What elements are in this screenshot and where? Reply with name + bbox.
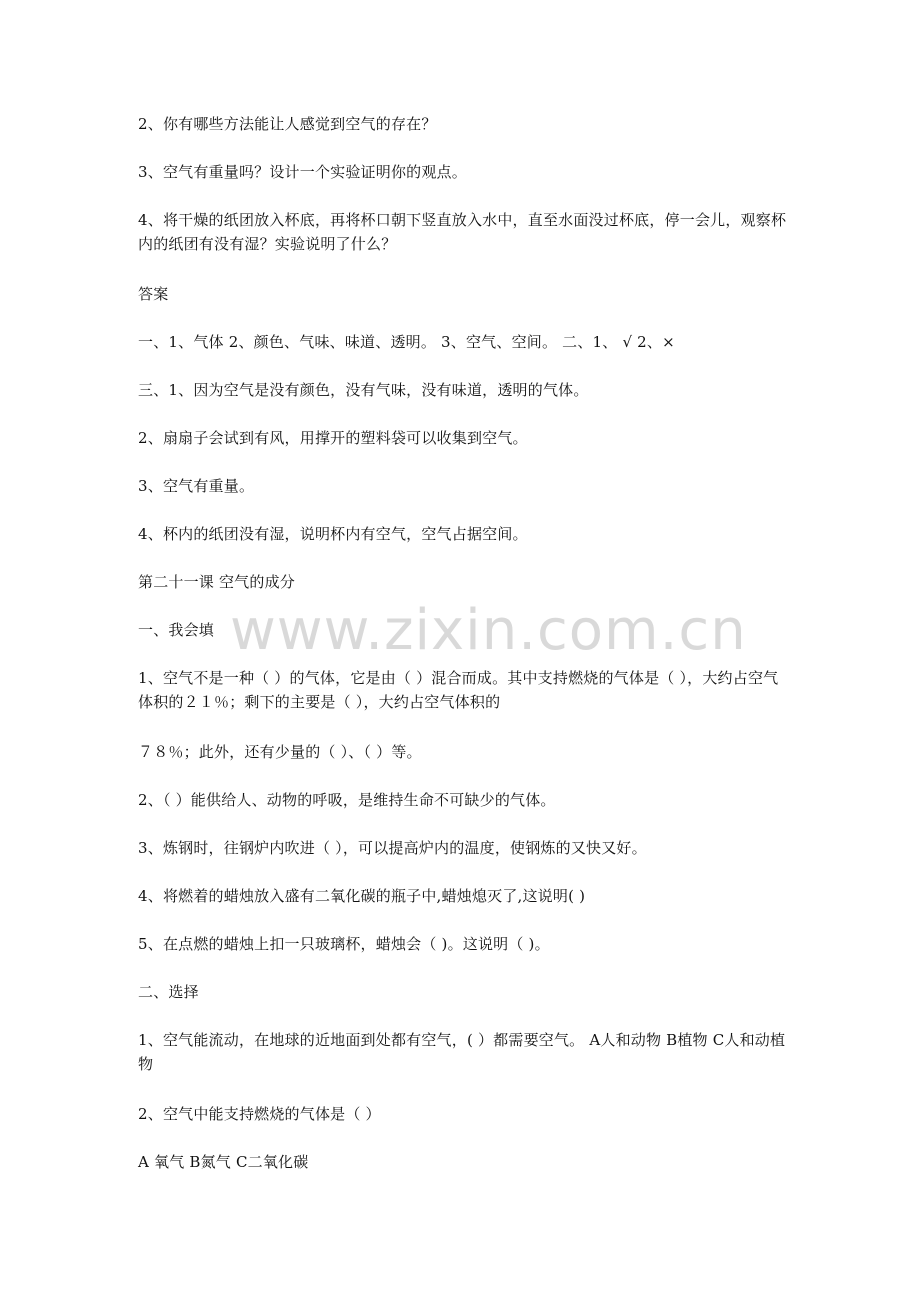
question-4-paragraph: 4、将干燥的纸团放入杯底，再将杯口朝下竖直放入水中，直至水面没过杯底，停一会儿，观察杯内的纸团有没有湿？实验说明了什么？ <box>138 211 787 253</box>
section-fill-in-heading: 一、我会填 <box>138 621 215 639</box>
lesson-title: 第二十一课 空气的成分 <box>138 573 295 591</box>
answers-heading: 答案 <box>138 285 169 303</box>
fill-in-question-2: 2、（ ）能供给人、动物的呼吸，是维持生命不可缺少的气体。 <box>138 791 556 809</box>
question-3-paragraph: 3、空气有重量吗？设计一个实验证明你的观点。 <box>138 163 467 181</box>
answer-section-1-2: 一、1、气体 2、颜色、气味、味道、透明。 3、空气、空间。 二、1、 √ 2、× <box>138 333 675 351</box>
choice-question-2: 2、空气中能支持燃烧的气体是（ ） <box>138 1105 381 1123</box>
fill-in-question-1: 1、空气不是一种（ ）的气体，它是由（ ）混合而成。其中支持燃烧的气体是（ ），大约占空气体积的２１％；剩下的主要是（ ），大约占空气体积的 <box>138 669 779 711</box>
watermark-text: www.zixin.com.cn <box>230 598 747 663</box>
fill-in-question-1-continued: ７８％；此外，还有少量的（ ）、（ ）等。 <box>138 743 422 761</box>
fill-in-question-5: 5、在点燃的蜡烛上扣一只玻璃杯，蜡烛会（ )。这说明（ )。 <box>138 935 550 953</box>
choice-question-2-options: A 氧气 B氮气 C二氧化碳 <box>138 1153 309 1171</box>
answer-item-4: 4、杯内的纸团没有湿，说明杯内有空气，空气占据空间。 <box>138 525 528 543</box>
answer-item-3: 3、空气有重量。 <box>138 477 255 495</box>
answer-section-3-item-1: 三、1、因为空气是没有颜色，没有气味，没有味道，透明的气体。 <box>138 381 589 399</box>
section-choice-heading: 二、选择 <box>138 983 199 1001</box>
fill-in-question-4: 4、将燃着的蜡烛放入盛有二氧化碳的瓶子中,蜡烛熄灭了,这说明( ) <box>138 887 586 905</box>
question-2-paragraph: 2、你有哪些方法能让人感觉到空气的存在？ <box>138 115 437 133</box>
choice-question-1: 1、空气能流动，在地球的近地面到处都有空气，( ）都需要空气。 A人和动物 B植物 C人和动植物 <box>138 1031 786 1073</box>
fill-in-question-3: 3、炼钢时，往钢炉内吹进（ ），可以提高炉内的温度，使钢炼的又快又好。 <box>138 839 647 857</box>
answer-item-2: 2、扇扇子会试到有风，用撑开的塑料袋可以收集到空气。 <box>138 429 528 447</box>
